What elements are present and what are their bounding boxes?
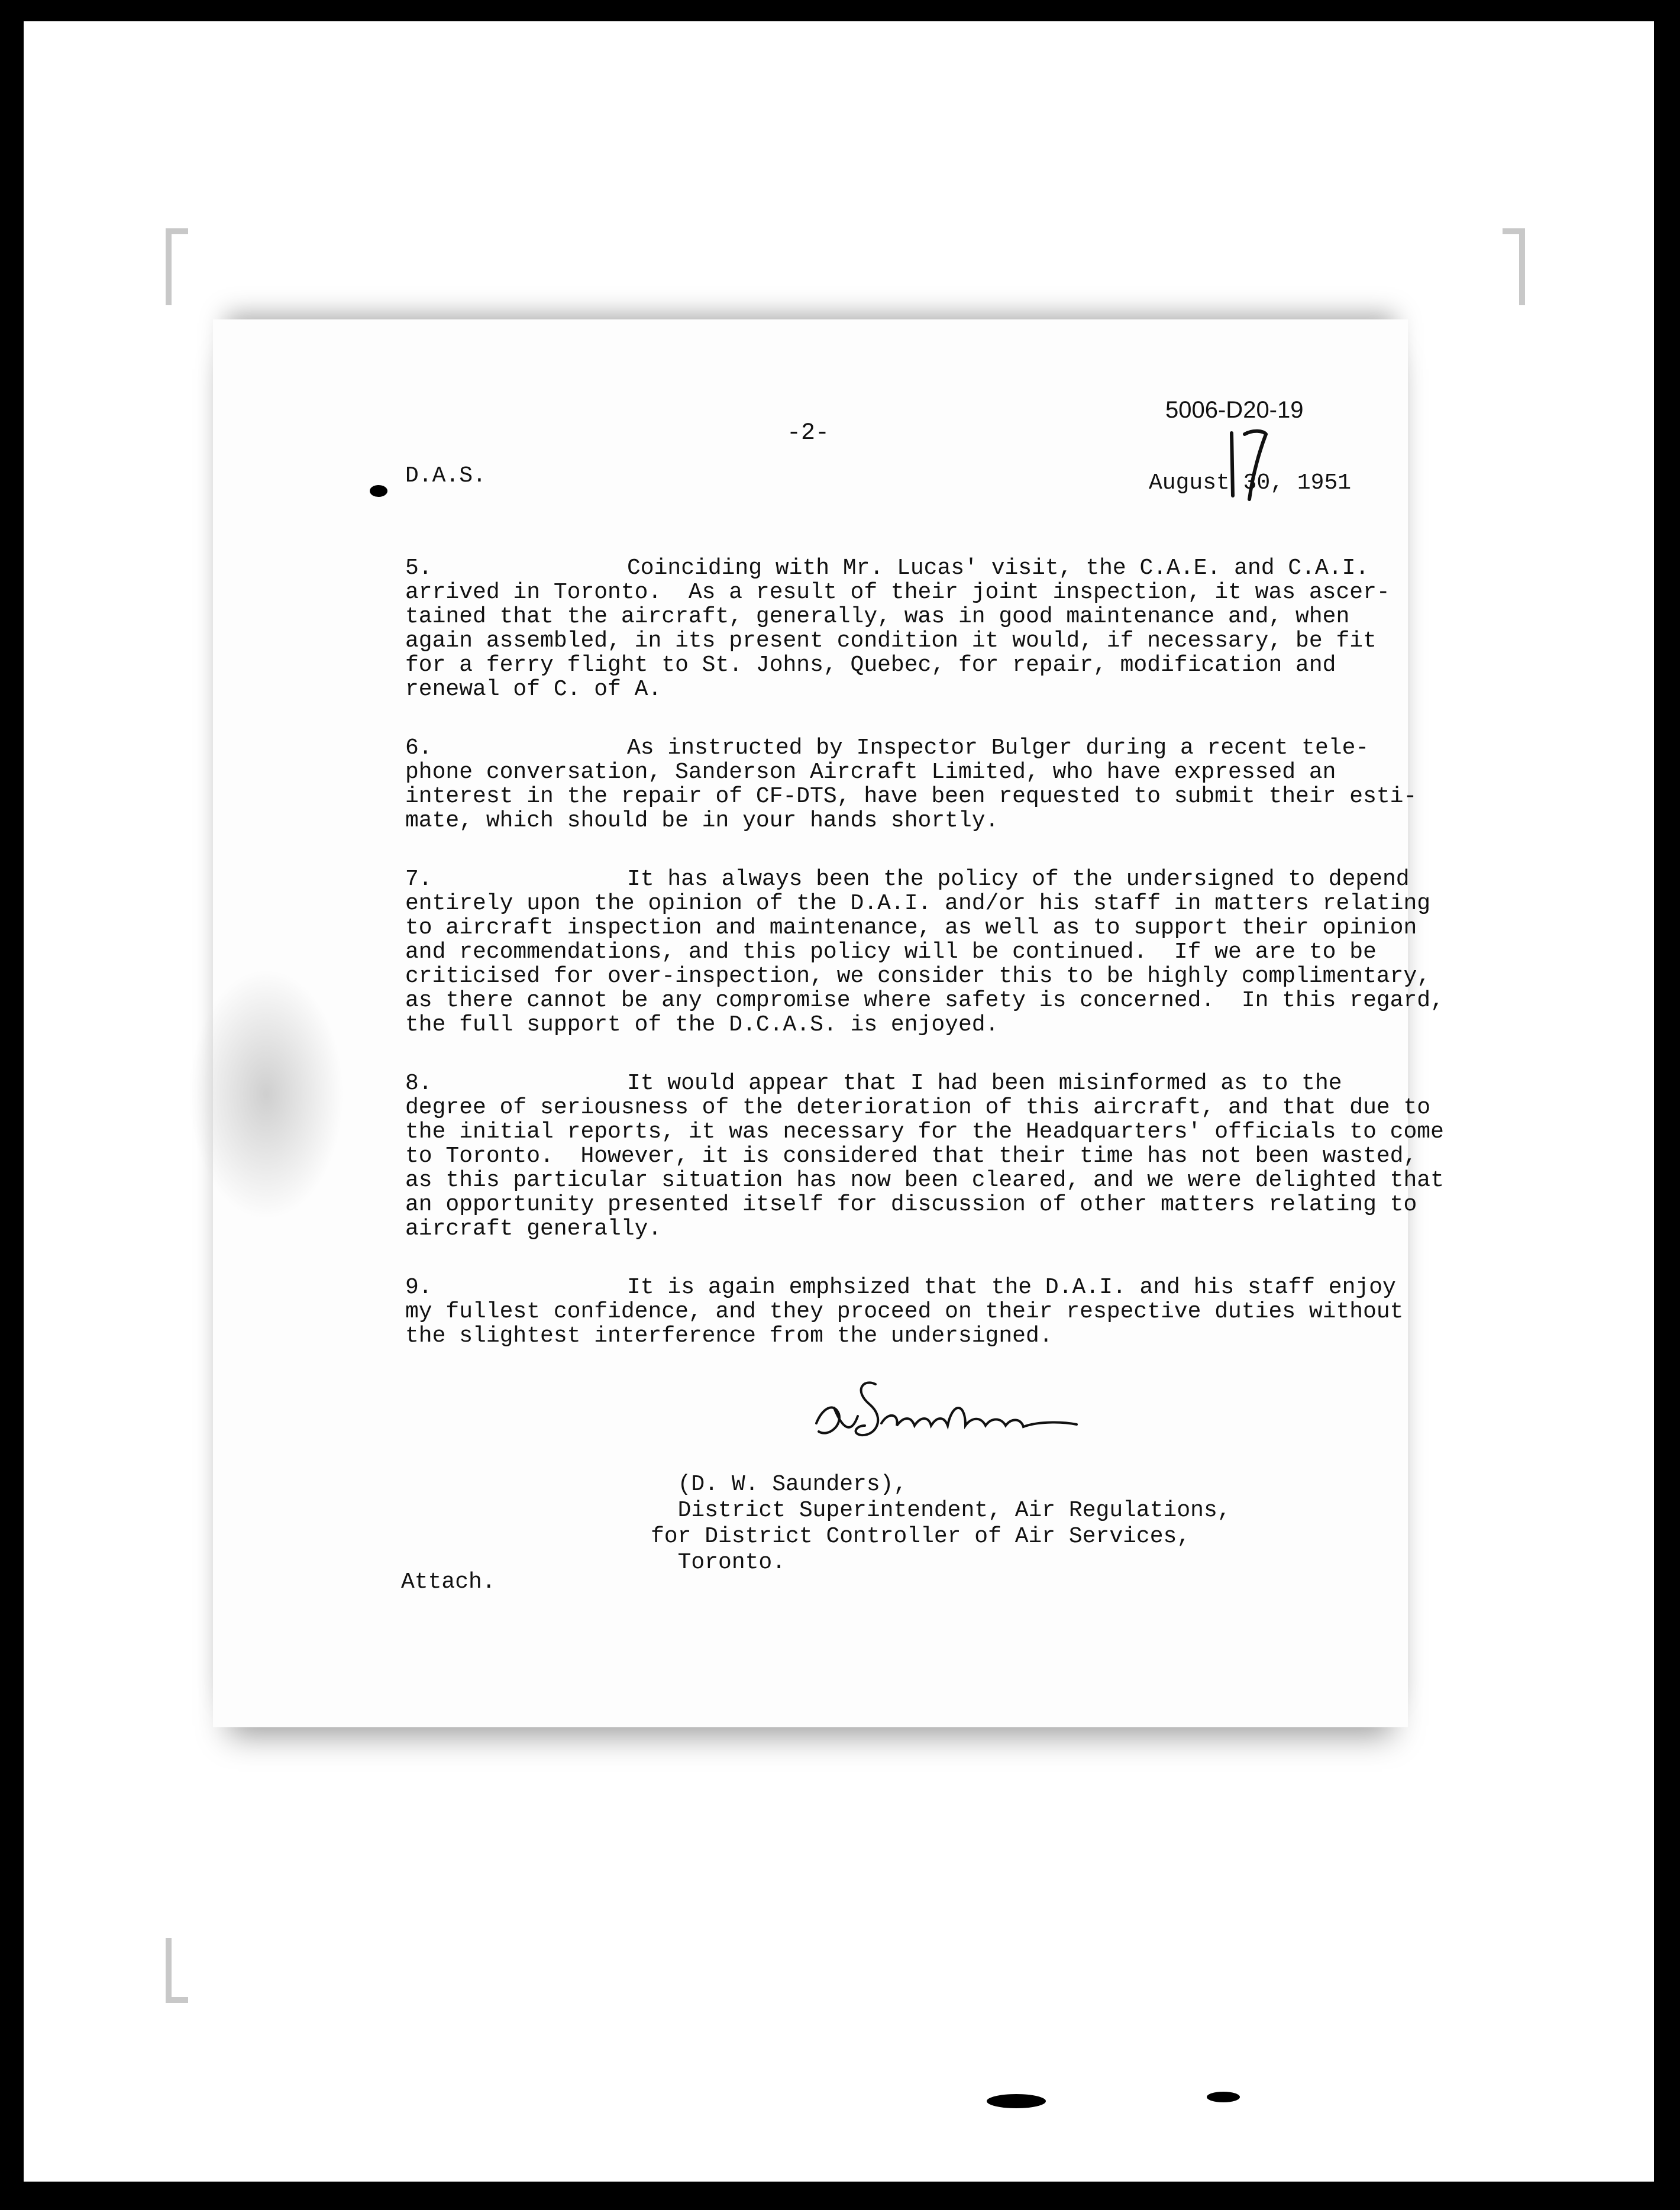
paragraph-number: 6.	[405, 735, 432, 761]
paragraph-5	[405, 556, 1399, 702]
scan-smear	[189, 970, 343, 1219]
paragraph-line: criticised for over-inspection, we consider this to be highly complimentary,	[405, 964, 1431, 989]
ink-blot	[987, 2094, 1046, 2108]
ink-blot	[370, 485, 387, 497]
paragraph-line: It is again emphsized that the D.A.I. and his staff enjoy	[627, 1275, 1396, 1300]
file-reference: 5006-D20-19	[1165, 397, 1304, 423]
paragraph-line: interest in the repair of CF-DTS, have been requested to submit their esti-	[405, 784, 1417, 809]
enclosure-note: Attach.	[401, 1569, 496, 1595]
paragraph-line: the initial reports, it was necessary for the Headquarters' officials to come	[405, 1119, 1444, 1145]
paragraph-8	[405, 1071, 1444, 1242]
page-number: -2-	[787, 420, 830, 447]
letter-body	[405, 555, 1444, 1382]
crop-mark-bottom-left	[166, 1938, 188, 2003]
paragraph-line: my fullest confidence, and they proceed on their respective duties without	[405, 1299, 1404, 1324]
paragraph-line: entirely upon the opinion of the D.A.I. and/or his staff in matters relating	[405, 891, 1431, 916]
paragraph-line: and recommendations, and this policy will be continued. If we are to be	[405, 939, 1377, 965]
paragraph-line: for a ferry flight to St. Johns, Quebec, for repair, modification and	[405, 652, 1336, 678]
crop-mark-top-left	[166, 228, 188, 305]
signatory-title: District Superintendent, Air Regulations,	[651, 1498, 1231, 1523]
letter-date: August 30, 1951	[1149, 470, 1352, 496]
paragraph-line: to Toronto. However, it is considered that their time has not been wasted,	[405, 1143, 1417, 1169]
paragraph-number: 5.	[405, 555, 432, 581]
paragraph-line: the full support of the D.C.A.S. is enjoyed.	[405, 1012, 999, 1038]
paragraph-line: It would appear that I had been misinformed as to the	[627, 1071, 1342, 1096]
addressee: D.A.S.	[405, 463, 486, 489]
paragraph-line: an opportunity presented itself for discussion of other matters relating to	[405, 1192, 1417, 1217]
paragraph-6	[405, 735, 1417, 833]
paragraph-line: Coinciding with Mr. Lucas' visit, the C.A.E. and C.A.I.	[627, 555, 1369, 581]
paragraph-line: to aircraft inspection and maintenance, as well as to support their opinion	[405, 915, 1417, 941]
paragraph-number: 7.	[405, 867, 432, 892]
handwritten-signature	[810, 1366, 1088, 1455]
paragraph-line: aircraft generally.	[405, 1216, 662, 1242]
signatory-office: for District Controller of Air Services,	[651, 1524, 1191, 1549]
paragraph-line: tained that the aircraft, generally, was in good maintenance and, when	[405, 604, 1350, 629]
paragraph-7	[405, 867, 1444, 1038]
paragraph-line: as there cannot be any compromise where safety is concerned. In this regard,	[405, 988, 1444, 1013]
paragraph-line: again assembled, in its present condition it would, if necessary, be fit	[405, 628, 1377, 654]
paragraph-line: mate, which should be in your hands shortly.	[405, 808, 999, 833]
signature-block	[651, 1472, 1231, 1576]
paragraph-9	[405, 1275, 1404, 1349]
paragraph-line: It has always been the policy of the undersigned to depend	[627, 867, 1410, 892]
paragraph-line: degree of seriousness of the deterioration of this aircraft, and that due to	[405, 1095, 1431, 1120]
paragraph-line: arrived in Toronto. As a result of their joint inspection, it was ascer-	[405, 580, 1390, 605]
paragraph-line: renewal of C. of A.	[405, 677, 662, 702]
paragraph-line: the slightest interference from the undersigned.	[405, 1323, 1053, 1349]
paragraph-line: phone conversation, Sanderson Aircraft Limited, who have expressed an	[405, 760, 1336, 785]
ink-blot	[1207, 2092, 1240, 2102]
paragraph-line: as this particular situation has now been cleared, and we were delighted that	[405, 1168, 1444, 1193]
paragraph-number: 9.	[405, 1275, 432, 1300]
paragraph-number: 8.	[405, 1071, 432, 1096]
paragraph-line: As instructed by Inspector Bulger during a recent tele-	[627, 735, 1369, 761]
signatory-name: (D. W. Saunders),	[651, 1472, 907, 1497]
crop-mark-top-right	[1503, 228, 1525, 305]
signatory-location: Toronto.	[651, 1550, 786, 1575]
